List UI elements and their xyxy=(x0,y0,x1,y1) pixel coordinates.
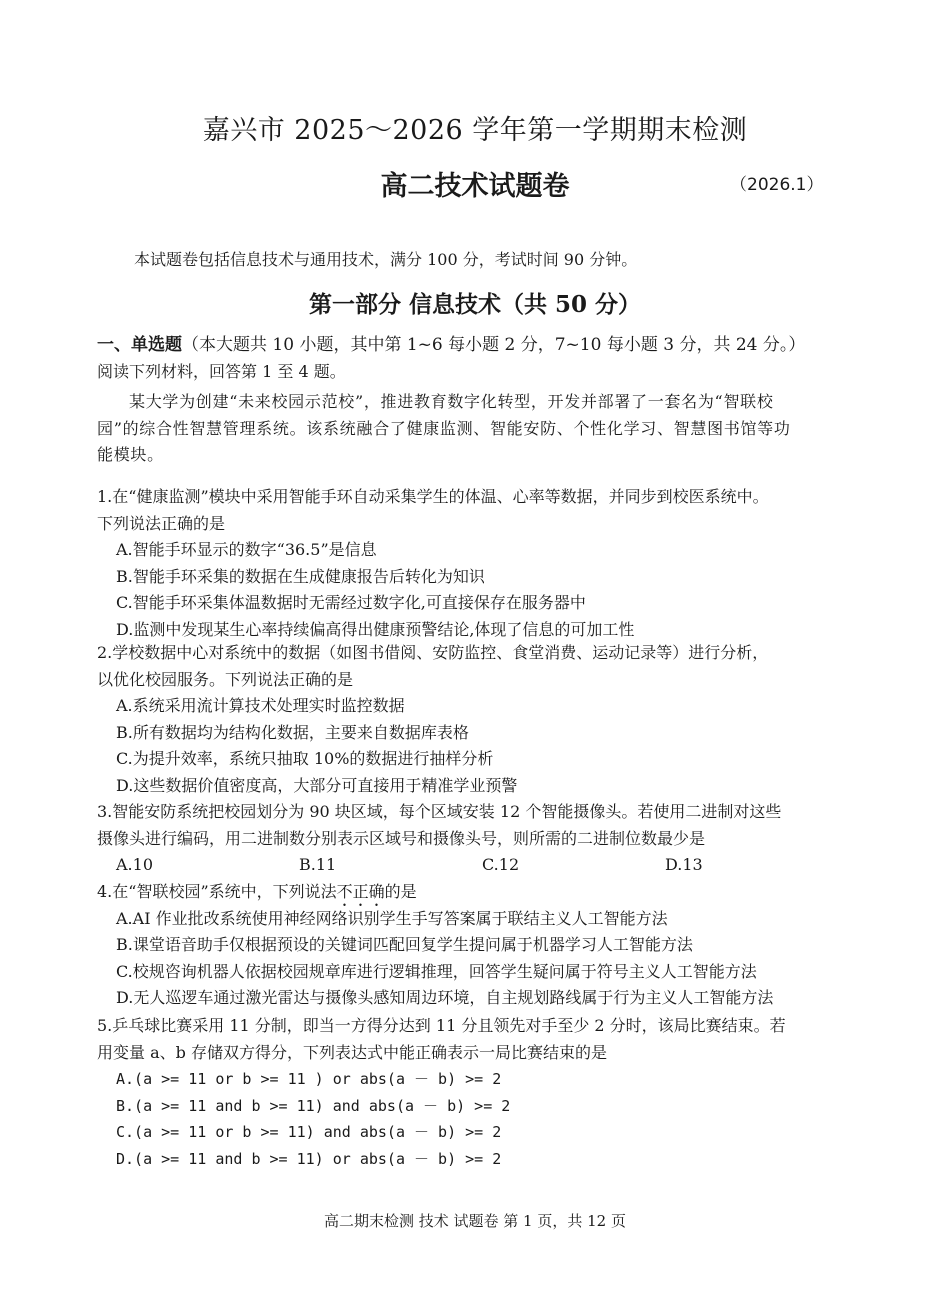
q5-stem-line-1: 5.乒乓球比赛采用 11 分制，即当一方得分达到 11 分且领先对手至少 2 分时，该局比赛结束。若 xyxy=(97,1016,786,1035)
q4-stem xyxy=(97,879,857,906)
exam-intro: 本试题卷包括信息技术与通用技术，满分 100 分，考试时间 90 分钟。 xyxy=(134,250,638,269)
question-3 xyxy=(97,799,857,879)
q5-stem-line-2: 用变量 a、b 存储双方得分，下列表达式中能正确表示一局比赛结束的是 xyxy=(97,1042,607,1062)
q4-option-b: B.课堂语音助手仅根据预设的关键词匹配回复学生提问属于机器学习人工智能方法 xyxy=(116,935,693,954)
q1-stem-line-2: 下列说法正确的是 xyxy=(97,513,226,533)
material-line-3: 能模块。 xyxy=(97,445,164,464)
q2-stem-line-2: 以优化校园服务。下列说法正确的是 xyxy=(97,669,354,689)
q4-stem-post: 的是 xyxy=(384,882,417,901)
q2-stem-line-1: 2.学校数据中心对系统中的数据（如图书借阅、安防监控、食堂消费、运动记录等）进行分析， xyxy=(97,643,769,662)
section-label: 一、单选题 xyxy=(97,335,182,355)
q4-stem-emphasis: 不正确 xyxy=(336,882,385,901)
q1-option-d: D.监测中发现某生心率持续偏高得出健康预警结论,体现了信息的可加工性 xyxy=(116,619,635,639)
q5-option-c: C.(a >= 11 or b >= 11) and abs(a － b) >= 2 xyxy=(116,1123,502,1141)
q2-option-d: D.这些数据价值密度高，大部分可直接用于精准学业预警 xyxy=(116,775,518,795)
question-2 xyxy=(97,640,857,799)
q3-option-b: B.11 xyxy=(299,855,337,874)
q3-options-row xyxy=(97,852,857,879)
q3-stem-line-1: 3.智能安防系统把校园划分为 90 块区域，每个区域安装 12 个智能摄像头。若使用二进制对这些 xyxy=(97,802,782,821)
section-heading xyxy=(97,332,857,359)
section-desc: （本大题共 10 小题，其中第 1~6 每小题 2 分，7~10 每小题 3 分，共 24 分。） xyxy=(182,335,806,355)
q3-option-d: D.13 xyxy=(665,855,703,874)
page-footer: 高二期末检测 技术 试题卷 第 1 页，共 12 页 xyxy=(323,1212,626,1230)
q2-option-c: C.为提升效率，系统只抽取 10%的数据进行抽样分析 xyxy=(116,749,494,768)
q4-option-d: D.无人巡逻车通过激光雷达与摄像头感知周边环境，自主规划路线属于行为主义人工智能方法 xyxy=(116,988,774,1007)
q3-stem-line-2: 摄像头进行编码，用二进制数分别表示区域号和摄像头号，则所需的二进制位数最少是 xyxy=(97,828,706,848)
material-line-1: 某大学为创建“未来校园示范校”，推进教育数字化转型，开发并部署了一套名为“智联校 xyxy=(129,392,774,411)
question-5 xyxy=(97,1013,857,1172)
read-note: 阅读下列材料，回答第 1 至 4 题。 xyxy=(97,361,346,381)
q4-option-a: A.AI 作业批改系统使用神经网络识别学生手写答案属于联结主义人工智能方法 xyxy=(116,908,668,928)
q4-option-c: C.校规咨询机器人依据校园规章库进行逻辑推理，回答学生疑问属于符号主义人工智能方法 xyxy=(116,961,757,981)
q1-option-a: A.智能手环显示的数字“36.5”是信息 xyxy=(116,540,377,559)
q2-option-a: A.系统采用流计算技术处理实时监控数据 xyxy=(116,696,405,715)
part-heading: 第一部分 信息技术（共 50 分） xyxy=(308,291,642,318)
question-4 xyxy=(97,879,857,1012)
q1-option-b: B.智能手环采集的数据在生成健康报告后转化为知识 xyxy=(116,566,485,586)
q4-stem-pre: 4.在“智联校园”系统中，下列说法 xyxy=(97,882,337,901)
question-1 xyxy=(97,484,857,643)
q5-option-d: D.(a >= 11 and b >= 11) or abs(a － b) >= 2 xyxy=(116,1149,502,1168)
exam-date: （2026.1） xyxy=(730,175,824,195)
q3-option-c: C.12 xyxy=(482,855,520,874)
q3-option-a: A.10 xyxy=(116,855,153,874)
q1-stem-line-1: 1.在“健康监测”模块中采用智能手环自动采集学生的体温、心率等数据，并同步到校医系统中。 xyxy=(97,487,769,506)
q5-option-b: B.(a >= 11 and b >= 11) and abs(a － b) >= 2 xyxy=(116,1096,511,1115)
material-line-2: 园”的综合性智慧管理系统。该系统融合了健康监测、智能安防、个性化学习、智慧图书馆等功 xyxy=(97,418,791,438)
exam-subtitle: 高二技术试题卷 xyxy=(380,171,570,202)
q5-option-a: A.(a >= 11 or b >= 11 ) or abs(a － b) >= 2 xyxy=(116,1070,502,1088)
exam-title: 嘉兴市 2025～2026 学年第一学期期末检测 xyxy=(202,115,748,146)
q1-option-c: C.智能手环采集体温数据时无需经过数字化,可直接保存在服务器中 xyxy=(116,593,586,612)
section-block xyxy=(97,332,857,469)
q2-option-b: B.所有数据均为结构化数据，主要来自数据库表格 xyxy=(116,722,469,742)
